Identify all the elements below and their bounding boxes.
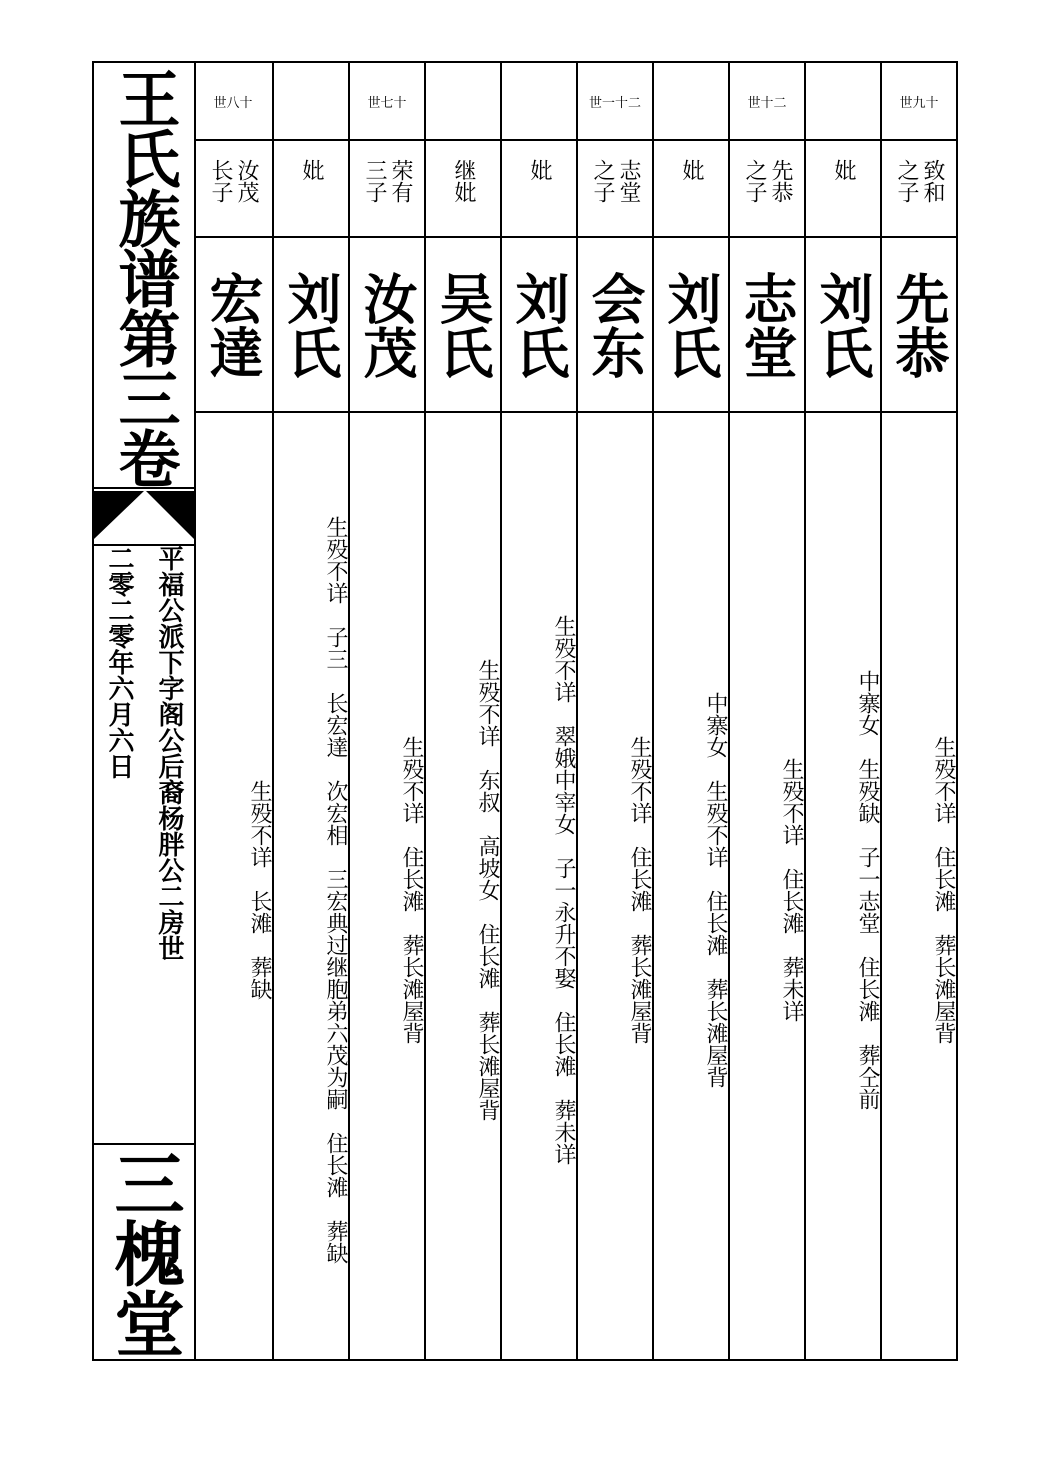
relation-text: 妣 xyxy=(299,159,324,181)
relation-label xyxy=(194,141,272,238)
person-name: 刘氏 xyxy=(806,238,880,413)
biography: 生殁不详 东叔 高坡女 住长滩 葬长滩屋背 xyxy=(475,659,500,1121)
relation-label xyxy=(730,141,804,238)
book-title: 王氏族谱第三卷 xyxy=(108,67,181,487)
genealogy-column xyxy=(728,63,804,1359)
hall-name: 三槐堂 xyxy=(103,1148,186,1358)
relation-label xyxy=(274,141,348,238)
genealogy-column xyxy=(194,63,272,1359)
compilation-date: 二零二零年六月六日 xyxy=(104,545,134,779)
fishtail-mark-icon xyxy=(94,487,194,547)
generation-label xyxy=(502,63,576,141)
person-name: 会东 xyxy=(578,238,652,413)
biography: 生殁不详 子三 长宏達 次宏相 三宏典过继胞弟六茂为嗣 住长滩 葬缺 xyxy=(323,516,348,1264)
genealogy-column xyxy=(652,63,728,1359)
person-name: 宏達 xyxy=(194,238,272,413)
generation-label: 世一十二 xyxy=(578,63,652,141)
biography: 生殁不详 翠娥中宰女 子一永升不娶 住长滩 葬未详 xyxy=(551,615,576,1165)
generation-label xyxy=(426,63,500,141)
generation-label: 世九十 xyxy=(882,63,956,141)
hall-name-box xyxy=(94,1143,194,1361)
genealogy-grid xyxy=(194,63,956,1359)
biography: 中寨女 生殁不详 住长滩 葬长滩屋背 xyxy=(703,692,728,1088)
person-name: 汝茂 xyxy=(350,238,424,413)
relation-label xyxy=(502,141,576,238)
relation-label xyxy=(882,141,956,238)
generation-label xyxy=(654,63,728,141)
relation-text: 致和 之子 xyxy=(894,159,945,203)
genealogy-page-frame xyxy=(92,61,958,1361)
person-name: 先恭 xyxy=(882,238,956,413)
relation-text: 继妣 xyxy=(451,159,476,203)
genealogy-column xyxy=(348,63,424,1359)
genealogy-column xyxy=(804,63,880,1359)
genealogy-column xyxy=(576,63,652,1359)
relation-label xyxy=(578,141,652,238)
relation-label xyxy=(350,141,424,238)
relation-text: 汝茂 长子 xyxy=(208,159,259,203)
relation-label xyxy=(654,141,728,238)
person-name: 志堂 xyxy=(730,238,804,413)
biography: 生殁不详 住长滩 葬未详 xyxy=(779,758,804,1022)
person-name: 吴氏 xyxy=(426,238,500,413)
person-name: 刘氏 xyxy=(654,238,728,413)
spine-column xyxy=(94,63,196,1359)
generation-label xyxy=(806,63,880,141)
lineage-subtitle: 平福公派下字阁公后裔杨胖公二房世 xyxy=(154,545,184,961)
person-name: 刘氏 xyxy=(274,238,348,413)
relation-text: 荣有 三子 xyxy=(362,159,413,203)
genealogy-column xyxy=(424,63,500,1359)
relation-text: 妣 xyxy=(831,159,856,181)
biography: 生殁不详 住长滩 葬长滩屋背 xyxy=(931,736,956,1044)
biography: 生殁不详 长滩 葬缺 xyxy=(247,780,272,1000)
generation-label xyxy=(274,63,348,141)
genealogy-column xyxy=(500,63,576,1359)
relation-label xyxy=(806,141,880,238)
relation-text: 妣 xyxy=(679,159,704,181)
relation-label xyxy=(426,141,500,238)
relation-text: 志堂 之子 xyxy=(590,159,641,203)
genealogy-column xyxy=(880,63,956,1359)
relation-text: 先恭 之子 xyxy=(742,159,793,203)
biography: 生殁不详 住长滩 葬长滩屋背 xyxy=(399,736,424,1044)
genealogy-column xyxy=(272,63,348,1359)
person-name: 刘氏 xyxy=(502,238,576,413)
biography: 中寨女 生殁缺 子一志堂 住长滩 葬仝前 xyxy=(855,670,880,1110)
relation-text: 妣 xyxy=(527,159,552,181)
biography: 生殁不详 住长滩 葬长滩屋背 xyxy=(627,736,652,1044)
generation-label: 世十二 xyxy=(730,63,804,141)
generation-label: 世八十 xyxy=(194,63,272,141)
generation-label: 世七十 xyxy=(350,63,424,141)
